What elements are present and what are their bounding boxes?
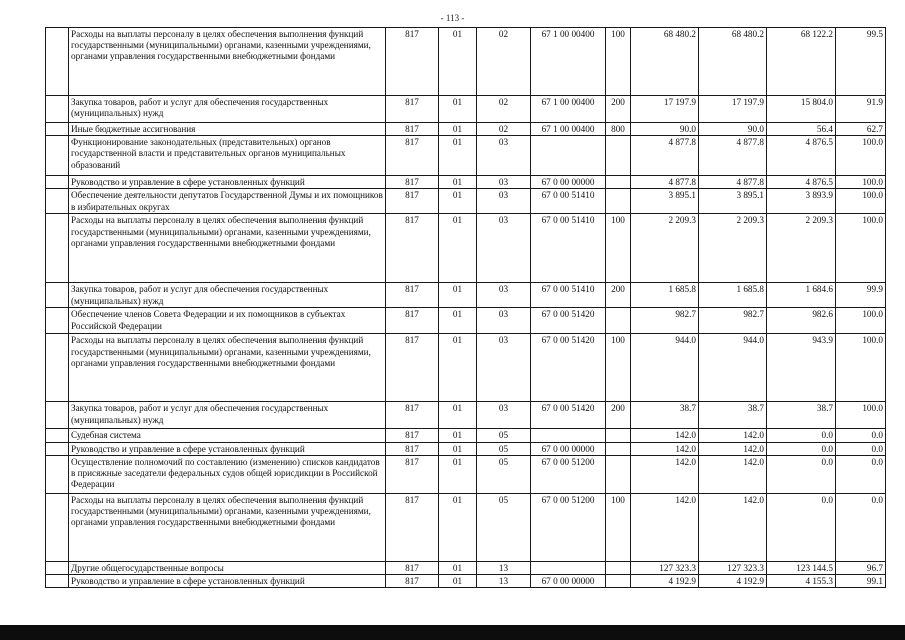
budget-list-amount-cell: 4 192.9	[699, 575, 767, 588]
target-article-cell: 67 0 00 00000	[531, 176, 606, 189]
row-name-cell: Закупка товаров, работ и услуг для обеспечения государственных (муниципальных) нужд	[69, 96, 386, 123]
section-code-cell: 01	[439, 28, 477, 96]
table-row	[46, 334, 886, 402]
target-article-cell: 67 0 00 51420	[531, 334, 606, 402]
execution-percent-cell: 91.9	[836, 96, 886, 123]
executed-amount-cell: 943.9	[767, 334, 836, 402]
executed-amount-cell: 3 893.9	[767, 189, 836, 214]
executed-amount-cell: 2 209.3	[767, 214, 836, 283]
executed-amount-cell: 68 122.2	[767, 28, 836, 96]
row-name-cell: Руководство и управление в сфере установленных функций	[69, 575, 386, 588]
ministry-code-cell: 817	[386, 96, 439, 123]
budget-list-amount-cell: 3 895.1	[699, 189, 767, 214]
execution-percent-cell: 0.0	[836, 493, 886, 561]
expense-type-cell	[606, 176, 631, 189]
section-code-cell: 01	[439, 561, 477, 574]
expense-type-cell	[606, 455, 631, 493]
executed-amount-cell: 1 684.6	[767, 283, 836, 308]
subsection-code-cell: 02	[477, 96, 531, 123]
executed-amount-cell: 15 804.0	[767, 96, 836, 123]
row-name-cell: Судебная система	[69, 429, 386, 442]
target-article-cell: 67 1 00 00400	[531, 96, 606, 123]
section-code-cell: 01	[439, 429, 477, 442]
row-name-cell: Обеспечение деятельности депутатов Государственной Думы и их помощников в избирательных округах	[69, 189, 386, 214]
budget-list-amount-cell: 38.7	[699, 402, 767, 429]
target-article-cell	[531, 561, 606, 574]
subsection-code-cell: 03	[477, 189, 531, 214]
expense-type-cell	[606, 189, 631, 214]
execution-percent-cell: 100.0	[836, 214, 886, 283]
expense-type-cell	[606, 575, 631, 588]
blank-margin-cell	[46, 136, 69, 176]
row-name-cell: Расходы на выплаты персоналу в целях обеспечения выполнения функций государственными (муниципальными) органами, казенными учреждениями, органами управления государственными внебюджетными фондами	[69, 493, 386, 561]
subsection-code-cell: 13	[477, 575, 531, 588]
row-name-cell: Другие общегосударственные вопросы	[69, 561, 386, 574]
section-code-cell: 01	[439, 442, 477, 455]
execution-percent-cell: 100.0	[836, 402, 886, 429]
ministry-code-cell: 817	[386, 28, 439, 96]
target-article-cell: 67 0 00 51410	[531, 214, 606, 283]
row-name-cell: Расходы на выплаты персоналу в целях обеспечения выполнения функций государственными (муниципальными) органами, казенными учреждениями, органами управления государственными внебюджетными фондами	[69, 28, 386, 96]
section-code-cell: 01	[439, 123, 477, 136]
executed-amount-cell: 982.6	[767, 308, 836, 334]
table-row	[46, 455, 886, 493]
ministry-code-cell: 817	[386, 123, 439, 136]
executed-amount-cell: 4 876.5	[767, 136, 836, 176]
budget-list-amount-cell: 944.0	[699, 334, 767, 402]
executed-amount-cell: 0.0	[767, 455, 836, 493]
execution-percent-cell: 100.0	[836, 189, 886, 214]
ministry-code-cell: 817	[386, 493, 439, 561]
budget-list-amount-cell: 68 480.2	[699, 28, 767, 96]
subsection-code-cell: 05	[477, 455, 531, 493]
table-row	[46, 283, 886, 308]
approved-amount-cell: 38.7	[631, 402, 699, 429]
table-row	[46, 189, 886, 214]
scan-edge-bar	[0, 625, 905, 640]
target-article-cell: 67 0 00 51420	[531, 308, 606, 334]
target-article-cell	[531, 429, 606, 442]
execution-percent-cell: 100.0	[836, 334, 886, 402]
row-name-cell: Иные бюджетные ассигнования	[69, 123, 386, 136]
subsection-code-cell: 03	[477, 214, 531, 283]
table-row	[46, 493, 886, 561]
blank-margin-cell	[46, 334, 69, 402]
expense-type-cell: 200	[606, 96, 631, 123]
table-row	[46, 442, 886, 455]
page-bottom-margin	[0, 617, 905, 625]
executed-amount-cell: 0.0	[767, 442, 836, 455]
approved-amount-cell: 1 685.8	[631, 283, 699, 308]
approved-amount-cell: 142.0	[631, 429, 699, 442]
execution-percent-cell: 0.0	[836, 429, 886, 442]
budget-list-amount-cell: 142.0	[699, 493, 767, 561]
execution-percent-cell: 99.5	[836, 28, 886, 96]
target-article-cell: 67 0 00 00000	[531, 575, 606, 588]
ministry-code-cell: 817	[386, 575, 439, 588]
ministry-code-cell: 817	[386, 214, 439, 283]
blank-margin-cell	[46, 96, 69, 123]
row-name-cell: Руководство и управление в сфере установленных функций	[69, 176, 386, 189]
table-row	[46, 96, 886, 123]
target-article-cell: 67 0 00 51410	[531, 283, 606, 308]
target-article-cell: 67 0 00 51200	[531, 455, 606, 493]
subsection-code-cell: 05	[477, 429, 531, 442]
execution-percent-cell: 62.7	[836, 123, 886, 136]
expense-type-cell: 200	[606, 283, 631, 308]
approved-amount-cell: 4 877.8	[631, 176, 699, 189]
blank-margin-cell	[46, 402, 69, 429]
expense-type-cell	[606, 561, 631, 574]
section-code-cell: 01	[439, 214, 477, 283]
execution-percent-cell: 96.7	[836, 561, 886, 574]
execution-percent-cell: 0.0	[836, 442, 886, 455]
target-article-cell: 67 0 00 51410	[531, 189, 606, 214]
blank-margin-cell	[46, 575, 69, 588]
subsection-code-cell: 03	[477, 176, 531, 189]
subsection-code-cell: 13	[477, 561, 531, 574]
blank-margin-cell	[46, 28, 69, 96]
budget-list-amount-cell: 982.7	[699, 308, 767, 334]
target-article-cell: 67 1 00 00400	[531, 28, 606, 96]
row-name-cell: Закупка товаров, работ и услуг для обеспечения государственных (муниципальных) нужд	[69, 402, 386, 429]
execution-percent-cell: 100.0	[836, 176, 886, 189]
executed-amount-cell: 4 876.5	[767, 176, 836, 189]
executed-amount-cell: 4 155.3	[767, 575, 836, 588]
section-code-cell: 01	[439, 455, 477, 493]
section-code-cell: 01	[439, 308, 477, 334]
budget-list-amount-cell: 142.0	[699, 455, 767, 493]
approved-amount-cell: 142.0	[631, 455, 699, 493]
ministry-code-cell: 817	[386, 189, 439, 214]
approved-amount-cell: 127 323.3	[631, 561, 699, 574]
executed-amount-cell: 0.0	[767, 493, 836, 561]
budget-list-amount-cell: 1 685.8	[699, 283, 767, 308]
blank-margin-cell	[46, 214, 69, 283]
subsection-code-cell: 03	[477, 402, 531, 429]
blank-margin-cell	[46, 189, 69, 214]
table-row	[46, 123, 886, 136]
section-code-cell: 01	[439, 493, 477, 561]
subsection-code-cell: 03	[477, 136, 531, 176]
execution-percent-cell: 0.0	[836, 455, 886, 493]
expense-type-cell: 100	[606, 28, 631, 96]
execution-percent-cell: 99.9	[836, 283, 886, 308]
ministry-code-cell: 817	[386, 455, 439, 493]
target-article-cell: 67 1 00 00400	[531, 123, 606, 136]
expense-type-cell	[606, 308, 631, 334]
row-name-cell: Расходы на выплаты персоналу в целях обеспечения выполнения функций государственными (муниципальными) органами, казенными учреждениями, органами управления государственными внебюджетными фондами	[69, 334, 386, 402]
row-name-cell: Закупка товаров, работ и услуг для обеспечения государственных (муниципальных) нужд	[69, 283, 386, 308]
subsection-code-cell: 05	[477, 442, 531, 455]
expense-type-cell	[606, 442, 631, 455]
section-code-cell: 01	[439, 283, 477, 308]
subsection-code-cell: 05	[477, 493, 531, 561]
section-code-cell: 01	[439, 575, 477, 588]
execution-percent-cell: 100.0	[836, 136, 886, 176]
subsection-code-cell: 03	[477, 283, 531, 308]
approved-amount-cell: 4 192.9	[631, 575, 699, 588]
budget-list-amount-cell: 2 209.3	[699, 214, 767, 283]
expense-type-cell: 100	[606, 214, 631, 283]
blank-margin-cell	[46, 308, 69, 334]
ministry-code-cell: 817	[386, 308, 439, 334]
approved-amount-cell: 68 480.2	[631, 28, 699, 96]
executed-amount-cell: 38.7	[767, 402, 836, 429]
target-article-cell	[531, 136, 606, 176]
subsection-code-cell: 02	[477, 123, 531, 136]
budget-list-amount-cell: 17 197.9	[699, 96, 767, 123]
ministry-code-cell: 817	[386, 283, 439, 308]
execution-percent-cell: 99.1	[836, 575, 886, 588]
target-article-cell: 67 0 00 00000	[531, 442, 606, 455]
budget-list-amount-cell: 142.0	[699, 429, 767, 442]
table-row	[46, 429, 886, 442]
approved-amount-cell: 4 877.8	[631, 136, 699, 176]
page-number: - 113 -	[440, 13, 465, 23]
ministry-code-cell: 817	[386, 136, 439, 176]
section-code-cell: 01	[439, 176, 477, 189]
row-name-cell: Обеспечение членов Совета Федерации и их помощников в субъектах Российской Федерации	[69, 308, 386, 334]
row-name-cell: Функционирование законодательных (представительных) органов государственной власти и представительных органов муниципальных образований	[69, 136, 386, 176]
approved-amount-cell: 142.0	[631, 442, 699, 455]
blank-margin-cell	[46, 493, 69, 561]
ministry-code-cell: 817	[386, 176, 439, 189]
expense-type-cell	[606, 429, 631, 442]
table-row	[46, 136, 886, 176]
table-row	[46, 575, 886, 588]
target-article-cell: 67 0 00 51200	[531, 493, 606, 561]
budget-list-amount-cell: 4 877.8	[699, 136, 767, 176]
budget-list-amount-cell: 127 323.3	[699, 561, 767, 574]
section-code-cell: 01	[439, 136, 477, 176]
table-row	[46, 561, 886, 574]
row-name-cell: Руководство и управление в сфере установленных функций	[69, 442, 386, 455]
target-article-cell: 67 0 00 51420	[531, 402, 606, 429]
subsection-code-cell: 03	[477, 334, 531, 402]
table-row	[46, 176, 886, 189]
budget-table	[45, 27, 886, 588]
table-row	[46, 214, 886, 283]
expense-type-cell: 100	[606, 334, 631, 402]
approved-amount-cell: 17 197.9	[631, 96, 699, 123]
expense-type-cell: 100	[606, 493, 631, 561]
executed-amount-cell: 0.0	[767, 429, 836, 442]
budget-list-amount-cell: 90.0	[699, 123, 767, 136]
budget-list-amount-cell: 142.0	[699, 442, 767, 455]
approved-amount-cell: 90.0	[631, 123, 699, 136]
approved-amount-cell: 982.7	[631, 308, 699, 334]
executed-amount-cell: 56.4	[767, 123, 836, 136]
blank-margin-cell	[46, 561, 69, 574]
approved-amount-cell: 2 209.3	[631, 214, 699, 283]
ministry-code-cell: 817	[386, 334, 439, 402]
section-code-cell: 01	[439, 334, 477, 402]
expense-type-cell: 200	[606, 402, 631, 429]
blank-margin-cell	[46, 429, 69, 442]
budget-list-amount-cell: 4 877.8	[699, 176, 767, 189]
row-name-cell: Расходы на выплаты персоналу в целях обеспечения выполнения функций государственными (муниципальными) органами, казенными учреждениями, органами управления государственными внебюджетными фондами	[69, 214, 386, 283]
table-row	[46, 308, 886, 334]
section-code-cell: 01	[439, 96, 477, 123]
approved-amount-cell: 944.0	[631, 334, 699, 402]
blank-margin-cell	[46, 455, 69, 493]
executed-amount-cell: 123 144.5	[767, 561, 836, 574]
blank-margin-cell	[46, 283, 69, 308]
expense-type-cell: 800	[606, 123, 631, 136]
approved-amount-cell: 142.0	[631, 493, 699, 561]
blank-margin-cell	[46, 176, 69, 189]
ministry-code-cell: 817	[386, 561, 439, 574]
section-code-cell: 01	[439, 189, 477, 214]
subsection-code-cell: 02	[477, 28, 531, 96]
ministry-code-cell: 817	[386, 429, 439, 442]
expense-type-cell	[606, 136, 631, 176]
subsection-code-cell: 03	[477, 308, 531, 334]
blank-margin-cell	[46, 442, 69, 455]
table-row	[46, 402, 886, 429]
execution-percent-cell: 100.0	[836, 308, 886, 334]
blank-margin-cell	[46, 123, 69, 136]
ministry-code-cell: 817	[386, 442, 439, 455]
row-name-cell: Осуществление полномочий по составлению (изменению) списков кандидатов в присяжные заседатели федеральных судов общей юрисдикции в Российской Федерации	[69, 455, 386, 493]
table-row	[46, 28, 886, 96]
approved-amount-cell: 3 895.1	[631, 189, 699, 214]
section-code-cell: 01	[439, 402, 477, 429]
ministry-code-cell: 817	[386, 402, 439, 429]
